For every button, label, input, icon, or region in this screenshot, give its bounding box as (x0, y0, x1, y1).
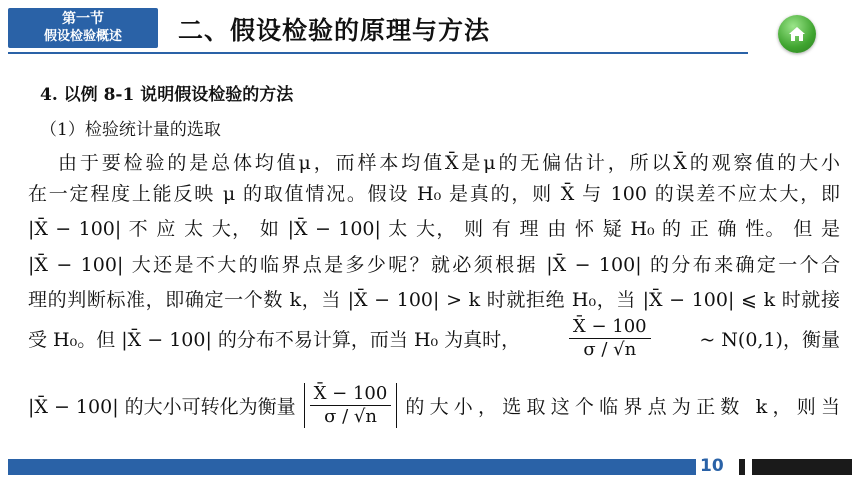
home-button[interactable] (778, 15, 816, 53)
section-heading: 4. 以例 8-1 说明假设检验的方法 (40, 85, 294, 105)
paragraph-line-2: 在一定程度上能反映 μ 的取值情况。假设 H₀ 是真的，则 X̄ 与 100 的误差不应太大，即 (28, 183, 840, 205)
section-label-line1: 第一节 (62, 11, 104, 27)
slide-title: 二、假设检验的原理与方法 (178, 16, 491, 45)
subheading: （1）检验统计量的选取 (40, 120, 221, 140)
home-icon (788, 26, 806, 42)
page-number: 10 (700, 456, 724, 476)
fraction-denominator: σ / √n (583, 339, 637, 360)
line7-text-b: 的大小，选取这个临界点为正数 k，则当 (405, 396, 840, 418)
title-divider (8, 52, 748, 54)
paragraph-line-4: |X̄ − 100| 大还是不大的临界点是多少呢？就必须根据 |X̄ − 100| 的分布来确定一个合 (28, 254, 840, 276)
section-badge (8, 8, 158, 48)
line7-text-a: |X̄ − 100| 的大小可转化为衡量 (28, 396, 296, 418)
paragraph-line-5: 理的判断标准，即确定一个数 k，当 |X̄ − 100| > k 时就拒绝 H₀，当 |X̄ − 100| ⩽ k 时就接 (28, 289, 840, 311)
line6-text-a: 受 H₀。但 |X̄ − 100| 的分布不易计算，而当 H₀ 为真时， (28, 329, 521, 351)
abs-fraction-numerator: X̄ − 100 (310, 383, 392, 406)
paragraph-line-7 (28, 383, 840, 428)
section-label-line2: 假设检验概述 (43, 29, 122, 44)
abs-fraction (304, 383, 398, 428)
abs-fraction-inner (310, 383, 392, 428)
footer-mark-wide (752, 459, 852, 475)
paragraph-line-3: |X̄ − 100| 不 应 太 大， 如 |X̄ − 100| 太 大， 则 有 理 由 怀 疑 H₀ 的 正 确 性。 但 是 (28, 218, 840, 240)
footer-bar (8, 459, 696, 475)
standardized-fraction (569, 316, 651, 361)
abs-fraction-denominator: σ / √n (324, 406, 377, 427)
fraction-numerator: X̄ − 100 (569, 316, 651, 339)
footer-mark (739, 459, 745, 475)
paragraph-line-1: 由于要检验的是总体均值μ，而样本均值X̄是μ的无偏估计，所以X̄的观察值的大小 (58, 152, 840, 174)
paragraph-line-6 (28, 316, 840, 361)
line6-text-b: ~ N(0,1)，衡量 (699, 329, 840, 351)
